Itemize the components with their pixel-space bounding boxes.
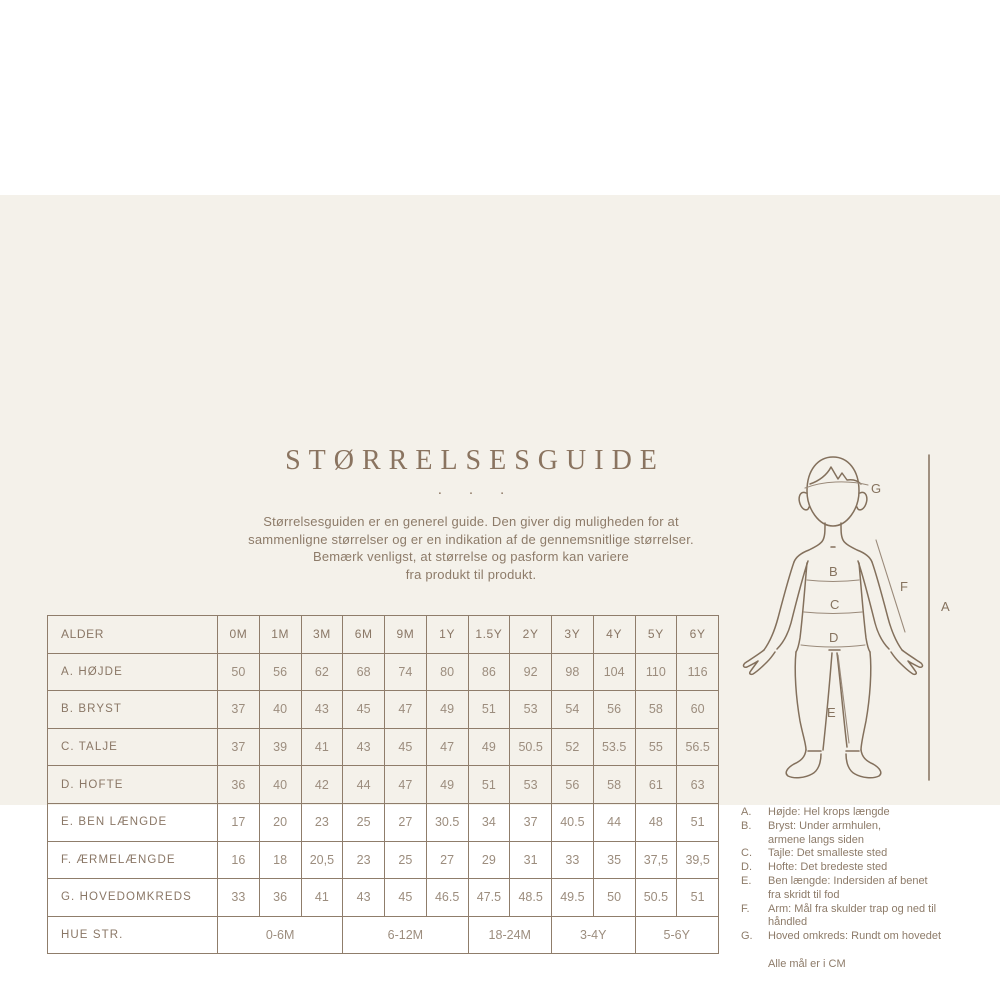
figure-head bbox=[807, 457, 859, 526]
table-cell: 62 bbox=[301, 653, 343, 691]
figure-label-g: G bbox=[871, 481, 882, 496]
table-cell: 50 bbox=[218, 653, 260, 691]
table-row-label: B. BRYST bbox=[48, 691, 218, 729]
size-table-body bbox=[48, 616, 719, 954]
intro-block bbox=[160, 445, 782, 583]
table-cell: 74 bbox=[385, 653, 427, 691]
measurement-legend-items bbox=[741, 806, 993, 944]
table-cell: 25 bbox=[343, 803, 385, 841]
table-cell: 51 bbox=[468, 691, 510, 729]
table-cell: 56 bbox=[552, 766, 594, 804]
table-cell: 104 bbox=[593, 653, 635, 691]
table-cell: 31 bbox=[510, 841, 552, 879]
table-cell: 50.5 bbox=[635, 879, 677, 917]
legend-text: Ben længde: Indersiden af benet fra skridt til fod bbox=[768, 874, 928, 901]
table-cell: 54 bbox=[552, 691, 594, 729]
table-cell: 16 bbox=[218, 841, 260, 879]
hue-size-cell: 5-6Y bbox=[635, 916, 719, 954]
table-row bbox=[48, 728, 719, 766]
measurement-legend bbox=[741, 806, 993, 972]
table-cell: 44 bbox=[593, 803, 635, 841]
table-cell: 58 bbox=[593, 766, 635, 804]
table-header-cell: 3M bbox=[301, 616, 343, 654]
table-cell: 98 bbox=[552, 653, 594, 691]
table-row-label: C. TALJE bbox=[48, 728, 218, 766]
table-cell: 46.5 bbox=[426, 879, 468, 917]
table-header-cell: 4Y bbox=[593, 616, 635, 654]
table-cell: 116 bbox=[677, 653, 719, 691]
table-cell: 47 bbox=[385, 691, 427, 729]
hue-size-cell: 0-6M bbox=[218, 916, 343, 954]
table-cell: 52 bbox=[552, 728, 594, 766]
legend-letter: D. bbox=[741, 861, 752, 874]
table-cell: 47.5 bbox=[468, 879, 510, 917]
figure-leg-left-outer bbox=[795, 652, 806, 750]
table-cell: 20 bbox=[259, 803, 301, 841]
page-title: STØRRELSESGUIDE bbox=[285, 445, 665, 476]
table-header-row bbox=[48, 616, 719, 654]
table-cell: 25 bbox=[385, 841, 427, 879]
measurement-line-b bbox=[807, 580, 859, 582]
legend-item bbox=[741, 930, 993, 944]
size-guide-panel bbox=[0, 195, 1000, 970]
intro-line: sammenligne størrelser og er en indikation af de gennemsnitlige størrelser. bbox=[248, 531, 694, 547]
table-row-label: E. BEN LÆNGDE bbox=[48, 803, 218, 841]
table-header-cell: 0M bbox=[218, 616, 260, 654]
table-row bbox=[48, 879, 719, 917]
table-cell: 80 bbox=[426, 653, 468, 691]
hue-size-cell: 6-12M bbox=[343, 916, 468, 954]
legend-letter: A. bbox=[741, 806, 752, 818]
table-cell: 43 bbox=[343, 879, 385, 917]
table-row bbox=[48, 653, 719, 691]
table-header-cell: 5Y bbox=[635, 616, 677, 654]
table-cell: 18 bbox=[259, 841, 301, 879]
table-cell: 29 bbox=[468, 841, 510, 879]
table-cell: 49 bbox=[468, 728, 510, 766]
legend-letter: F. bbox=[741, 902, 750, 915]
hue-size-cell: 18-24M bbox=[468, 916, 552, 954]
table-cell: 35 bbox=[593, 841, 635, 879]
table-cell: 33 bbox=[218, 879, 260, 917]
table-row-label: D. HOFTE bbox=[48, 766, 218, 804]
table-cell: 43 bbox=[301, 691, 343, 729]
measurement-line-e bbox=[838, 655, 849, 743]
table-header-cell: 3Y bbox=[552, 616, 594, 654]
figure-torso-right bbox=[859, 563, 870, 652]
table-row bbox=[48, 841, 719, 879]
table-cell: 55 bbox=[635, 728, 677, 766]
intro-line: fra produkt til produkt. bbox=[405, 566, 537, 582]
legend-letter: G. bbox=[741, 930, 753, 943]
table-cell: 56 bbox=[259, 653, 301, 691]
table-cell: 47 bbox=[385, 766, 427, 804]
table-cell: 92 bbox=[510, 653, 552, 691]
table-header-cell: ALDER bbox=[48, 616, 218, 654]
table-header-cell: 2Y bbox=[510, 616, 552, 654]
table-cell: 53 bbox=[510, 766, 552, 804]
table-cell: 56 bbox=[593, 691, 635, 729]
table-cell: 48.5 bbox=[510, 879, 552, 917]
table-row-label: A. HØJDE bbox=[48, 653, 218, 691]
intro-text bbox=[160, 513, 782, 583]
table-cell: 51 bbox=[677, 879, 719, 917]
legend-letter: C. bbox=[741, 847, 752, 860]
table-cell: 33 bbox=[552, 841, 594, 879]
table-cell: 27 bbox=[426, 841, 468, 879]
table-cell: 40 bbox=[259, 766, 301, 804]
figure-label-a: A bbox=[941, 599, 950, 614]
table-cell: 39 bbox=[259, 728, 301, 766]
figure-foot-left bbox=[786, 750, 821, 778]
size-table bbox=[47, 615, 719, 954]
figure-arm-left-outer bbox=[764, 562, 794, 650]
table-cell: 23 bbox=[343, 841, 385, 879]
table-cell: 23 bbox=[301, 803, 343, 841]
figure-neck-right bbox=[841, 523, 872, 562]
table-header-cell: 1Y bbox=[426, 616, 468, 654]
table-cell: 45 bbox=[343, 691, 385, 729]
table-cell: 49 bbox=[426, 766, 468, 804]
table-cell: 37 bbox=[510, 803, 552, 841]
table-cell: 110 bbox=[635, 653, 677, 691]
table-row-label: HUE STR. bbox=[48, 916, 218, 954]
figure-label-b: B bbox=[829, 564, 838, 579]
figure-label-d: D bbox=[829, 630, 839, 645]
legend-text: Hoved omkreds: Rundt om hovedet bbox=[768, 930, 942, 943]
table-row bbox=[48, 766, 719, 804]
figure-torso-left bbox=[796, 563, 807, 652]
table-cell: 48 bbox=[635, 803, 677, 841]
table-header-cell: 9M bbox=[385, 616, 427, 654]
figure-neck-left bbox=[794, 523, 825, 562]
figure-leg-right-inner bbox=[837, 653, 847, 747]
table-header-cell: 6Y bbox=[677, 616, 719, 654]
table-cell: 60 bbox=[677, 691, 719, 729]
legend-item bbox=[741, 903, 993, 931]
table-cell: 37,5 bbox=[635, 841, 677, 879]
table-cell: 30.5 bbox=[426, 803, 468, 841]
table-cell: 37 bbox=[218, 728, 260, 766]
legend-item bbox=[741, 847, 993, 861]
table-cell: 39,5 bbox=[677, 841, 719, 879]
table-cell: 51 bbox=[677, 803, 719, 841]
table-cell: 53 bbox=[510, 691, 552, 729]
table-cell: 45 bbox=[385, 728, 427, 766]
table-cell: 49.5 bbox=[552, 879, 594, 917]
table-cell: 20,5 bbox=[301, 841, 343, 879]
table-header-cell: 1.5Y bbox=[468, 616, 510, 654]
table-cell: 56.5 bbox=[677, 728, 719, 766]
table-cell: 68 bbox=[343, 653, 385, 691]
hue-size-row bbox=[48, 916, 719, 954]
table-cell: 45 bbox=[385, 879, 427, 917]
table-cell: 43 bbox=[343, 728, 385, 766]
table-cell: 50 bbox=[593, 879, 635, 917]
table-cell: 41 bbox=[301, 879, 343, 917]
table-cell: 37 bbox=[218, 691, 260, 729]
table-cell: 36 bbox=[259, 879, 301, 917]
legend-text: Bryst: Under armhulen, armene langs siden bbox=[768, 819, 882, 846]
intro-line: Bemærk venligst, at størrelse og pasform kan variere bbox=[312, 549, 629, 565]
table-cell: 49 bbox=[426, 691, 468, 729]
legend-text: Arm: Mål fra skulder trap og ned til håndled bbox=[768, 902, 937, 929]
legend-item bbox=[741, 806, 993, 820]
figure-leg-right-outer bbox=[861, 652, 871, 750]
legend-text: Højde: Hel krops længde bbox=[768, 806, 890, 818]
table-cell: 41 bbox=[301, 728, 343, 766]
figure-hand-left bbox=[744, 650, 775, 674]
child-figure-illustration bbox=[733, 443, 965, 783]
table-cell: 53.5 bbox=[593, 728, 635, 766]
table-row bbox=[48, 691, 719, 729]
table-cell: 50.5 bbox=[510, 728, 552, 766]
measurement-line-d bbox=[801, 645, 865, 647]
table-header-cell: 6M bbox=[343, 616, 385, 654]
table-cell: 58 bbox=[635, 691, 677, 729]
legend-item bbox=[741, 875, 993, 903]
table-header-cell: 1M bbox=[259, 616, 301, 654]
table-row-label: F. ÆRMELÆNGDE bbox=[48, 841, 218, 879]
intro-line: Størrelsesguiden er en generel guide. Den giver dig muligheden for at bbox=[263, 514, 679, 529]
legend-item bbox=[741, 820, 993, 848]
table-cell: 27 bbox=[385, 803, 427, 841]
table-cell: 34 bbox=[468, 803, 510, 841]
table-cell: 42 bbox=[301, 766, 343, 804]
figure-hand-right bbox=[891, 650, 922, 674]
figure-label-e: E bbox=[827, 705, 836, 720]
table-cell: 17 bbox=[218, 803, 260, 841]
legend-text: Tajle: Det smalleste sted bbox=[768, 847, 888, 860]
hue-size-cell: 3-4Y bbox=[552, 916, 636, 954]
table-cell: 36 bbox=[218, 766, 260, 804]
figure-label-f: F bbox=[900, 579, 908, 594]
table-cell: 40 bbox=[259, 691, 301, 729]
table-cell: 47 bbox=[426, 728, 468, 766]
legend-letter: E. bbox=[741, 874, 752, 887]
legend-item bbox=[741, 861, 993, 875]
table-cell: 40.5 bbox=[552, 803, 594, 841]
table-cell: 63 bbox=[677, 766, 719, 804]
table-row-label: G. HOVEDOMKREDS bbox=[48, 879, 218, 917]
figure-foot-right bbox=[846, 750, 881, 778]
figure-label-c: C bbox=[830, 597, 840, 612]
legend-letter: B. bbox=[741, 819, 752, 832]
table-cell: 61 bbox=[635, 766, 677, 804]
table-cell: 51 bbox=[468, 766, 510, 804]
table-cell: 86 bbox=[468, 653, 510, 691]
table-row bbox=[48, 803, 719, 841]
figure-leg-left-inner bbox=[823, 653, 832, 750]
legend-text: Hofte: Det bredeste sted bbox=[768, 861, 888, 874]
measurements-unit-note: Alle mål er i CM bbox=[768, 957, 846, 970]
child-figure-svg bbox=[733, 443, 965, 783]
title-divider-dots: · · · bbox=[437, 484, 516, 501]
measurement-line-c bbox=[804, 612, 862, 614]
table-cell: 44 bbox=[343, 766, 385, 804]
